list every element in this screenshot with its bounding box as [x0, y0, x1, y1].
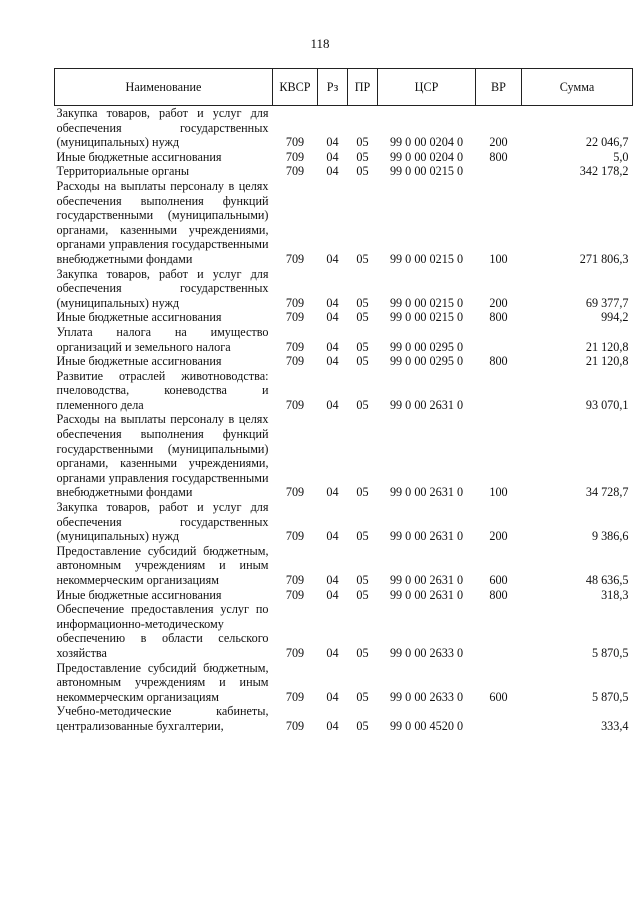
- table-row: [55, 179, 633, 267]
- table-row: [55, 267, 633, 311]
- cell-kvsr: 709: [285, 718, 305, 733]
- cell-kvsr: 709: [285, 339, 305, 354]
- cell-rz: 04: [326, 689, 339, 704]
- cell-kvsr: 709: [285, 164, 305, 179]
- cell-csr: 99 0 00 0215 0: [389, 295, 464, 310]
- cell-sum: 69 377,7: [585, 295, 629, 310]
- cell-kvsr: 709: [285, 354, 305, 369]
- cell-name: Предоставление субсидий бюджетным, автономным учреждениям и иным некоммерческим организациям: [56, 660, 269, 704]
- cell-name: Иные бюджетные ассигнования: [56, 149, 222, 164]
- cell-name: Иные бюджетные ассигнования: [56, 587, 222, 602]
- cell-rz: 04: [326, 251, 339, 266]
- cell-csr: 99 0 00 0215 0: [389, 251, 464, 266]
- cell-pr: 05: [356, 397, 369, 412]
- cell-vr: [476, 164, 522, 179]
- cell-sum: 5 870,5: [591, 689, 629, 704]
- cell-rz: 04: [326, 718, 339, 733]
- cell-vr: 800: [489, 149, 508, 164]
- col-header-name: Наименование: [55, 69, 273, 106]
- cell-rz: 04: [326, 164, 339, 179]
- page-number: 118: [310, 36, 330, 51]
- col-header-csr: ЦСР: [378, 69, 476, 106]
- col-header-vr: ВР: [476, 69, 522, 106]
- cell-name: Расходы на выплаты персоналу в целях обеспечения выполнения функций государственными (муниципальными) органами, казенными учреждениями, органами управления государственными внебюджетными фондами: [56, 412, 269, 500]
- cell-pr: 05: [356, 339, 369, 354]
- cell-csr: 99 0 00 4520 0: [389, 718, 464, 733]
- cell-csr: 99 0 00 2633 0: [389, 689, 464, 704]
- cell-vr: 100: [489, 251, 508, 266]
- cell-vr: 200: [489, 135, 508, 150]
- table-row: [55, 588, 633, 603]
- cell-sum: 21 120,8: [585, 354, 629, 369]
- cell-csr: 99 0 00 0295 0: [389, 354, 464, 369]
- cell-pr: 05: [356, 354, 369, 369]
- cell-rz: 04: [326, 573, 339, 587]
- cell-csr: 99 0 00 2631 0: [389, 529, 464, 544]
- cell-kvsr: 709: [285, 689, 305, 704]
- cell-kvsr: 709: [285, 645, 305, 660]
- cell-csr: 99 0 00 2633 0: [389, 645, 464, 660]
- cell-kvsr: 709: [285, 149, 305, 164]
- cell-name: Обеспечение предоставления услуг по информационно-методическому обеспечению в области сельского хозяйства: [56, 602, 269, 660]
- cell-csr: 99 0 00 2631 0: [389, 573, 464, 587]
- table-header-row: [55, 69, 633, 106]
- cell-pr: 05: [356, 587, 369, 602]
- cell-csr: 99 0 00 0204 0: [389, 149, 464, 164]
- cell-vr: 200: [489, 529, 508, 544]
- cell-vr: 800: [489, 587, 508, 602]
- cell-rz: 04: [326, 529, 339, 544]
- cell-vr: 200: [489, 295, 508, 310]
- cell-name: Закупка товаров, работ и услуг для обеспечения государственных (муниципальных) нужд: [56, 106, 269, 150]
- cell-kvsr: 709: [285, 135, 305, 150]
- cell-vr: [476, 704, 522, 733]
- cell-rz: 04: [326, 149, 339, 164]
- cell-pr: 05: [356, 295, 369, 310]
- cell-pr: 05: [356, 645, 369, 660]
- table-row: [55, 354, 633, 369]
- cell-name: Развитие отраслей животноводства: пчеловодства, коневодства и племенного дела: [56, 368, 269, 412]
- cell-name: Предоставление субсидий бюджетным, автономным учреждениям и иным некоммерческим организациям: [56, 543, 269, 587]
- cell-csr: 99 0 00 2631 0: [389, 397, 464, 412]
- cell-vr: [476, 369, 522, 413]
- table-row: [55, 602, 633, 660]
- col-header-rz: Рз: [318, 69, 348, 106]
- cell-kvsr: 709: [285, 397, 305, 412]
- cell-rz: 04: [326, 587, 339, 602]
- table-row: [55, 150, 633, 165]
- cell-kvsr: 709: [285, 587, 305, 602]
- cell-csr: 99 0 00 2631 0: [389, 587, 464, 602]
- table-row: [55, 412, 633, 500]
- table-row: [55, 164, 633, 179]
- cell-sum: 994,2: [601, 310, 629, 325]
- cell-kvsr: 709: [285, 529, 305, 544]
- cell-kvsr: 709: [285, 310, 305, 325]
- cell-vr: 600: [489, 689, 508, 704]
- cell-kvsr: 709: [285, 573, 305, 587]
- cell-pr: 05: [356, 164, 369, 179]
- cell-name: Территориальные органы: [56, 164, 190, 179]
- cell-kvsr: 709: [285, 251, 305, 266]
- cell-name: Закупка товаров, работ и услуг для обеспечения государственных (муниципальных) нужд: [56, 266, 269, 310]
- cell-name: Закупка товаров, работ и услуг для обеспечения государственных (муниципальных) нужд: [56, 500, 269, 544]
- cell-sum: 5,0: [613, 149, 629, 164]
- cell-name: Учебно-методические кабинеты, централизованные бухгалтерии,: [56, 704, 269, 733]
- table-row: [55, 704, 633, 733]
- cell-name: Иные бюджетные ассигнования: [56, 354, 222, 369]
- cell-sum: 342 178,2: [579, 164, 629, 179]
- cell-sum: 48 636,5: [585, 573, 629, 587]
- cell-sum: 9 386,6: [591, 529, 629, 544]
- cell-name: Уплата налога на имущество организаций и земельного налога: [56, 324, 269, 354]
- cell-sum: 318,3: [601, 587, 629, 602]
- cell-pr: 05: [356, 529, 369, 544]
- table-row: [55, 544, 633, 588]
- cell-sum: 271 806,3: [579, 251, 629, 266]
- cell-pr: 05: [356, 310, 369, 325]
- cell-vr: [476, 602, 522, 660]
- cell-rz: 04: [326, 354, 339, 369]
- cell-sum: 93 070,1: [585, 397, 629, 412]
- col-header-kvsr: КВСР: [273, 69, 318, 106]
- col-header-pr: ПР: [348, 69, 378, 106]
- cell-rz: 04: [326, 645, 339, 660]
- cell-pr: 05: [356, 149, 369, 164]
- cell-pr: 05: [356, 573, 369, 587]
- cell-vr: 800: [489, 354, 508, 369]
- table-row: [55, 310, 633, 325]
- cell-pr: 05: [356, 135, 369, 150]
- cell-pr: 05: [356, 485, 369, 500]
- cell-name: Расходы на выплаты персоналу в целях обеспечения выполнения функций государственными (муниципальными) органами, казенными учреждениями, органами управления государственными внебюджетными фондами: [56, 178, 269, 266]
- cell-kvsr: 709: [285, 295, 305, 310]
- cell-pr: 05: [356, 689, 369, 704]
- cell-csr: 99 0 00 2631 0: [389, 485, 464, 500]
- cell-vr: 100: [489, 485, 508, 500]
- cell-rz: 04: [326, 339, 339, 354]
- table-row: [55, 369, 633, 413]
- cell-sum: 5 870,5: [591, 645, 629, 660]
- col-header-sum: Сумма: [522, 69, 633, 106]
- cell-rz: 04: [326, 397, 339, 412]
- table-row: [55, 661, 633, 705]
- cell-vr: [476, 325, 522, 354]
- cell-rz: 04: [326, 295, 339, 310]
- cell-csr: 99 0 00 0295 0: [389, 339, 464, 354]
- cell-sum: 34 728,7: [585, 485, 629, 500]
- cell-vr: 600: [489, 573, 508, 587]
- table-row: [55, 500, 633, 544]
- cell-csr: 99 0 00 0204 0: [389, 135, 464, 150]
- table-row: [55, 325, 633, 354]
- cell-sum: 22 046,7: [585, 135, 629, 150]
- cell-pr: 05: [356, 251, 369, 266]
- cell-rz: 04: [326, 310, 339, 325]
- cell-rz: 04: [326, 135, 339, 150]
- cell-kvsr: 709: [285, 485, 305, 500]
- cell-pr: 05: [356, 718, 369, 733]
- cell-rz: 04: [326, 485, 339, 500]
- cell-vr: 800: [489, 310, 508, 325]
- cell-sum: 333,4: [601, 718, 629, 733]
- budget-table: [54, 68, 633, 734]
- table-row: [55, 106, 633, 150]
- cell-name: Иные бюджетные ассигнования: [56, 310, 222, 325]
- cell-sum: 21 120,8: [585, 339, 629, 354]
- cell-csr: 99 0 00 0215 0: [389, 164, 464, 179]
- cell-csr: 99 0 00 0215 0: [389, 310, 464, 325]
